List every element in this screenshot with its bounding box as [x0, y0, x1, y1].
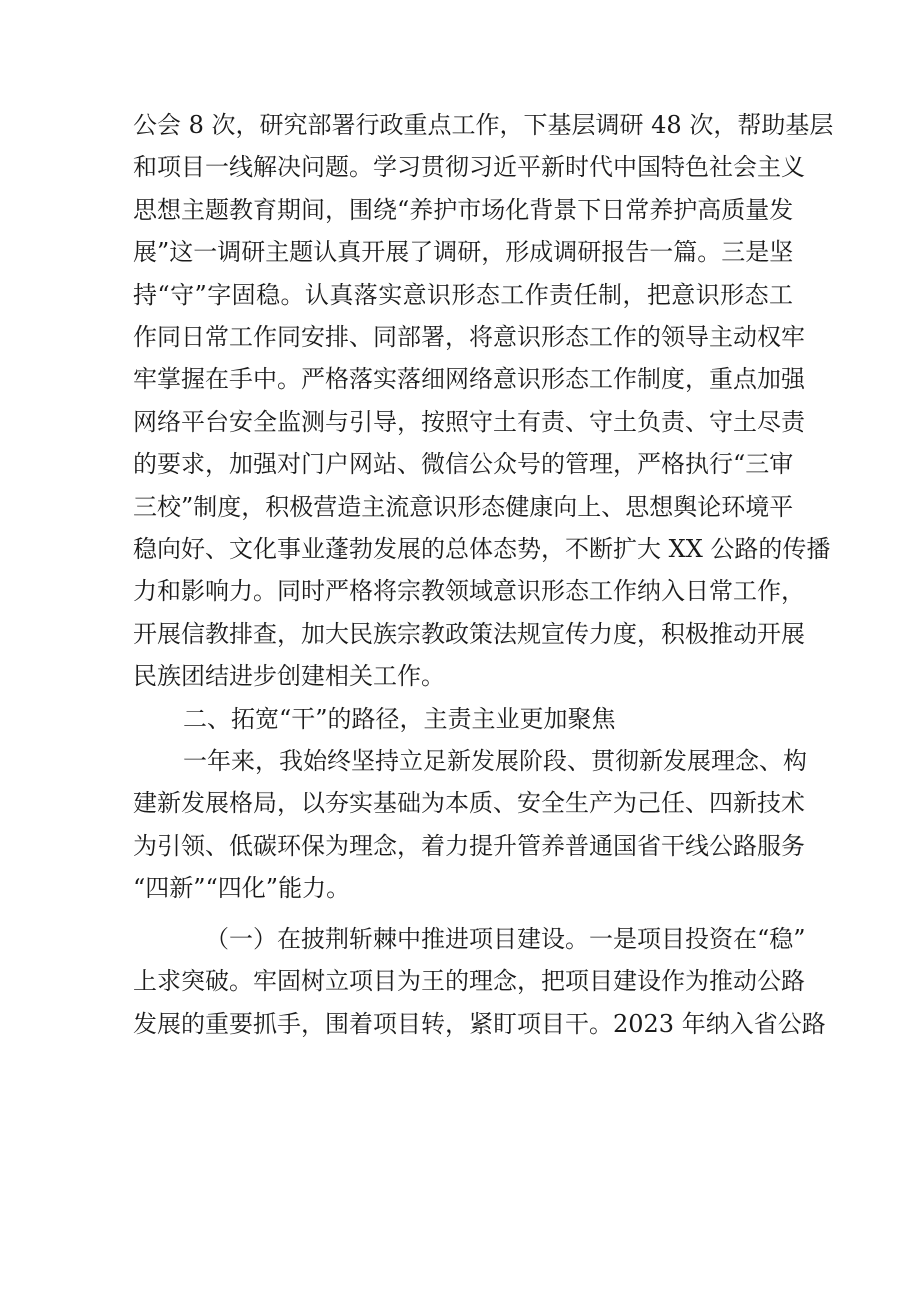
paragraph-2-line: “四新”“四化”能力。: [133, 874, 351, 903]
paragraph-3: [133, 918, 826, 1045]
paragraph-1-line: 持“守”字固稳。认真落实意识形态工作责任制，把意识形态工: [133, 280, 793, 309]
paragraph-1: [133, 104, 834, 697]
paragraph-2: [133, 740, 807, 910]
paragraph-3-line: 发展的重要抓手，围着项目转，紧盯项目干。2023 年纳入省公路: [133, 1009, 826, 1038]
paragraph-1-line: 三校”制度，积极营造主流意识形态健康向上、思想舆论环境平: [133, 492, 794, 521]
paragraph-1-line: 展”这一调研主题认真开展了调研，形成调研报告一篇。三是坚: [133, 238, 794, 267]
paragraph-2-line: 建新发展格局，以夯实基础为本质、安全生产为己任、四新技术: [133, 789, 805, 818]
heading-2: 二、拓宽“干”的路径，主责主业更加聚焦: [183, 705, 616, 733]
paragraph-1-line: 的要求，加强对门户网站、微信公众号的管理，严格执行“三审: [133, 450, 794, 479]
paragraph-2-line: 一年来，我始终坚持立足新发展阶段、贯彻新发展理念、构: [183, 747, 807, 775]
paragraph-1-line: 稳向好、文化事业蓬勃发展的总体态势，不断扩大 XX 公路的传播: [133, 534, 831, 563]
paragraph-1-line: 开展信教排查，加大民族宗教政策法规宣传力度，积极推动开展: [133, 619, 805, 648]
paragraph-1-line: 作同日常工作同安排、同部署，将意识形态工作的领导主动权牢: [133, 322, 805, 351]
paragraph-1-line: 民族团结进步创建相关工作。: [133, 662, 445, 691]
paragraph-1-line: 网络平台安全监测与引导，按照守土有责、守土负责、守土尽责: [133, 407, 805, 436]
paragraph-2-line: 为引领、低碳环保为理念，着力提升管养普通国省干线公路服务: [133, 831, 805, 860]
paragraph-1-line: 公会 8 次，研究部署行政重点工作，下基层调研 48 次，帮助基层: [133, 111, 834, 139]
paragraph-1-line: 牢掌握在手中。严格落实落细网络意识形态工作制度，重点加强: [133, 365, 805, 394]
paragraph-3-line: 上求突破。牢固树立项目为王的理念，把项目建设作为推动公路: [133, 967, 805, 996]
section-heading: [133, 698, 793, 740]
paragraph-3-line: （一）在披荆斩棘中推进项目建设。一是项目投资在“稳”: [205, 925, 806, 953]
paragraph-1-line: 思想主题教育期间，围绕“养护市场化背景下日常养护高质量发: [133, 195, 794, 224]
paragraph-1-line: 力和影响力。同时严格将宗教领域意识形态工作纳入日常工作，: [133, 577, 805, 606]
paragraph-1-line: 和项目一线解决问题。学习贯彻习近平新时代中国特色社会主义: [133, 153, 805, 182]
